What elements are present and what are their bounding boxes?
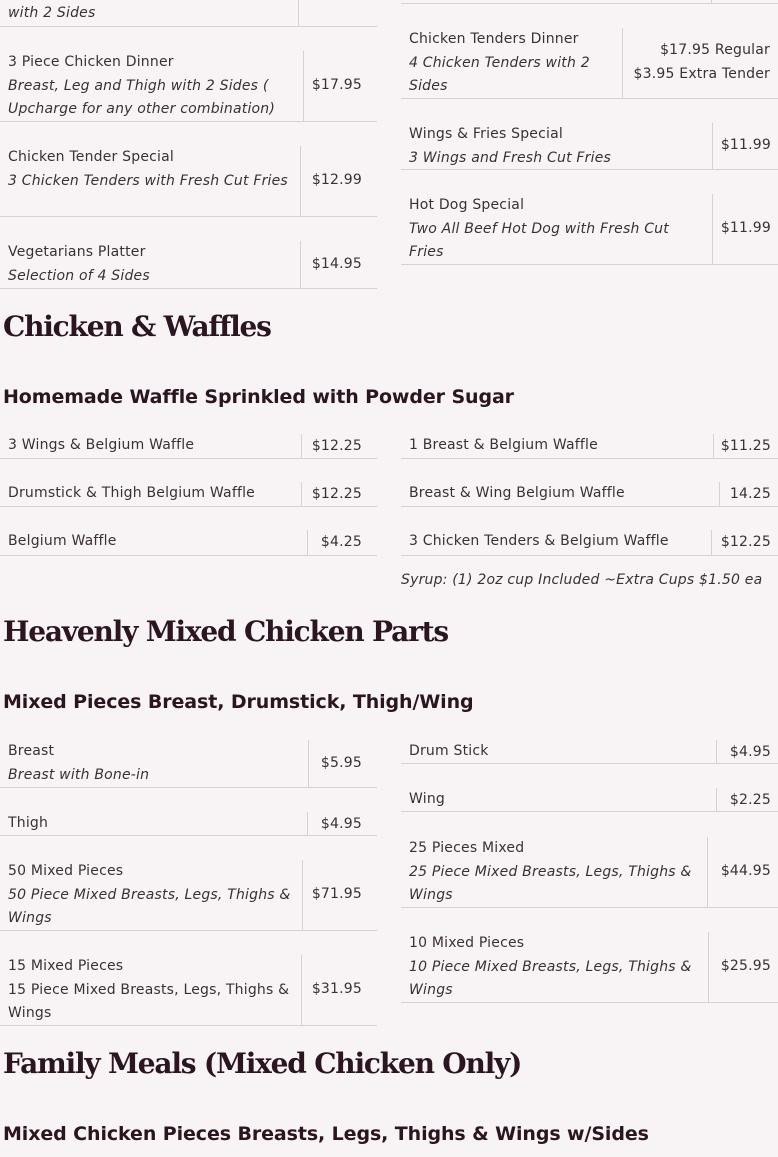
- menu-item: [401, 530, 778, 556]
- item-description: with 2 Sides: [8, 5, 96, 21]
- item-divider: [302, 860, 303, 930]
- item-divider: [307, 812, 308, 835]
- item-description: 25 Piece Mixed Breasts, Legs, Thighs & Wings: [409, 863, 692, 903]
- item-price: $44.95: [720, 863, 771, 879]
- row-border: [401, 0, 778, 4]
- item-divider: [712, 194, 713, 264]
- item-divider: [301, 482, 302, 506]
- item-description: 15 Piece Mixed Breasts, Legs, Thighs & Wings: [8, 981, 290, 1021]
- item-divider: [712, 123, 713, 169]
- item-divider: [300, 146, 301, 216]
- syrup-note: Syrup: (1) 2oz cup Included ~Extra Cups $1.50 ea: [401, 572, 763, 588]
- menu-item: [401, 482, 778, 507]
- item-divider: [301, 434, 302, 458]
- item-price: $4.25: [320, 534, 362, 550]
- item-divider: [716, 788, 717, 811]
- item-name: Belgium Waffle: [8, 533, 117, 549]
- item-description: 3 Chicken Tenders with Fresh Cut Fries: [8, 172, 288, 189]
- item-divider: [308, 740, 309, 787]
- item-name: Chicken Tender Special: [8, 149, 174, 165]
- item-name: 15 Mixed Pieces: [8, 958, 124, 974]
- menu-item: [0, 955, 377, 1026]
- item-price: $14.95: [311, 256, 362, 272]
- menu-item: [0, 482, 377, 507]
- section-subtitle: Mixed Chicken Pieces Breasts, Legs, Thighs & Wings w/Sides: [3, 1123, 649, 1145]
- item-divider: [303, 51, 304, 121]
- item-name: 3 Chicken Tenders & Belgium Waffle: [409, 533, 669, 549]
- section-subtitle: Mixed Pieces Breast, Drumstick, Thigh/Wing: [3, 691, 474, 713]
- item-description: 4 Chicken Tenders with 2 Sides: [409, 54, 590, 94]
- item-name: 3 Wings & Belgium Waffle: [8, 437, 195, 453]
- menu-item: [401, 434, 778, 459]
- item-description: Two All Beef Hot Dog with Fresh Cut Fries: [409, 220, 669, 260]
- menu-item: [401, 932, 778, 1003]
- item-price: $12.99: [311, 172, 362, 188]
- menu-item: [0, 860, 377, 931]
- item-name: Drumstick & Thigh Belgium Waffle: [8, 485, 255, 501]
- menu-item: [0, 51, 377, 122]
- menu-item: [0, 812, 377, 836]
- menu-item: [0, 530, 377, 556]
- item-name: Breast: [8, 743, 55, 759]
- item-price: $12.25: [311, 486, 362, 502]
- item-price: $31.95: [311, 981, 362, 997]
- item-description: 3 Wings and Fresh Cut Fries: [409, 149, 612, 166]
- menu-item: [0, 0, 377, 27]
- item-name: Hot Dog Special: [409, 197, 525, 213]
- menu-item: [401, 837, 778, 908]
- item-divider: [716, 740, 717, 763]
- section-subtitle: Homemade Waffle Sprinkled with Powder Sugar: [3, 386, 514, 408]
- item-divider: [622, 28, 623, 98]
- section-title: Family Meals (Mixed Chicken Only): [3, 1047, 522, 1080]
- item-divider: [708, 932, 709, 1002]
- menu-item: [0, 241, 377, 289]
- item-price: $71.95: [311, 886, 362, 902]
- item-name: Wings & Fries Special: [409, 126, 563, 142]
- item-price: $2.25: [729, 792, 771, 808]
- item-price: $11.99: [720, 220, 771, 236]
- item-name: 1 Breast & Belgium Waffle: [409, 437, 598, 453]
- item-price: $12.25: [311, 438, 362, 454]
- item-divider: [711, 530, 712, 555]
- item-name: Thigh: [8, 815, 49, 831]
- item-divider: [301, 955, 302, 1025]
- item-price: $11.25: [720, 438, 771, 454]
- item-name: Wing: [409, 791, 445, 807]
- item-description: 50 Piece Mixed Breasts, Legs, Thighs & Wings: [8, 886, 291, 926]
- section-title: Chicken & Waffles: [3, 310, 271, 343]
- item-name: Vegetarians Platter: [8, 244, 146, 260]
- item-name: 25 Pieces Mixed: [409, 840, 525, 856]
- item-divider: [719, 482, 720, 506]
- item-name: 10 Mixed Pieces: [409, 935, 525, 951]
- item-name: Breast & Wing Belgium Waffle: [409, 485, 625, 501]
- item-divider: [298, 0, 299, 26]
- item-price: $5.95: [320, 755, 362, 771]
- item-price: 14.25: [729, 486, 771, 502]
- menu-item: [401, 740, 778, 764]
- menu-item: [0, 146, 377, 217]
- item-name: 50 Mixed Pieces: [8, 863, 124, 879]
- item-price: $4.95: [320, 816, 362, 832]
- item-name: Chicken Tenders Dinner: [409, 31, 579, 47]
- item-description: Selection of 4 Sides: [8, 267, 150, 284]
- item-price: $12.25: [720, 534, 771, 550]
- item-divider: [300, 241, 301, 288]
- item-price: $25.95: [720, 958, 771, 974]
- item-price: $4.95: [729, 744, 771, 760]
- item-description: Breast, Leg and Thigh with 2 Sides ( Upcharge for any other combination): [8, 77, 276, 117]
- menu-item: [0, 434, 377, 459]
- item-divider: [707, 837, 708, 907]
- item-divider: [307, 530, 308, 555]
- menu-item: [401, 28, 778, 99]
- menu-item: [401, 194, 778, 265]
- item-price: $17.95 Regular: [660, 42, 770, 58]
- item-description: Breast with Bone-in: [8, 766, 150, 783]
- menu-item: [401, 123, 778, 170]
- section-title: Heavenly Mixed Chicken Parts: [3, 615, 448, 648]
- item-name: Drum Stick: [409, 743, 489, 759]
- item-description: 10 Piece Mixed Breasts, Legs, Thighs & Wings: [409, 958, 692, 998]
- item-price: $11.99: [720, 137, 771, 153]
- menu-item: [401, 788, 778, 812]
- item-name: 3 Piece Chicken Dinner: [8, 54, 174, 70]
- menu-item: [0, 740, 377, 788]
- item-price-extra: $3.95 Extra Tender: [633, 66, 770, 82]
- item-divider: [713, 434, 714, 458]
- item-price: $17.95: [311, 77, 362, 93]
